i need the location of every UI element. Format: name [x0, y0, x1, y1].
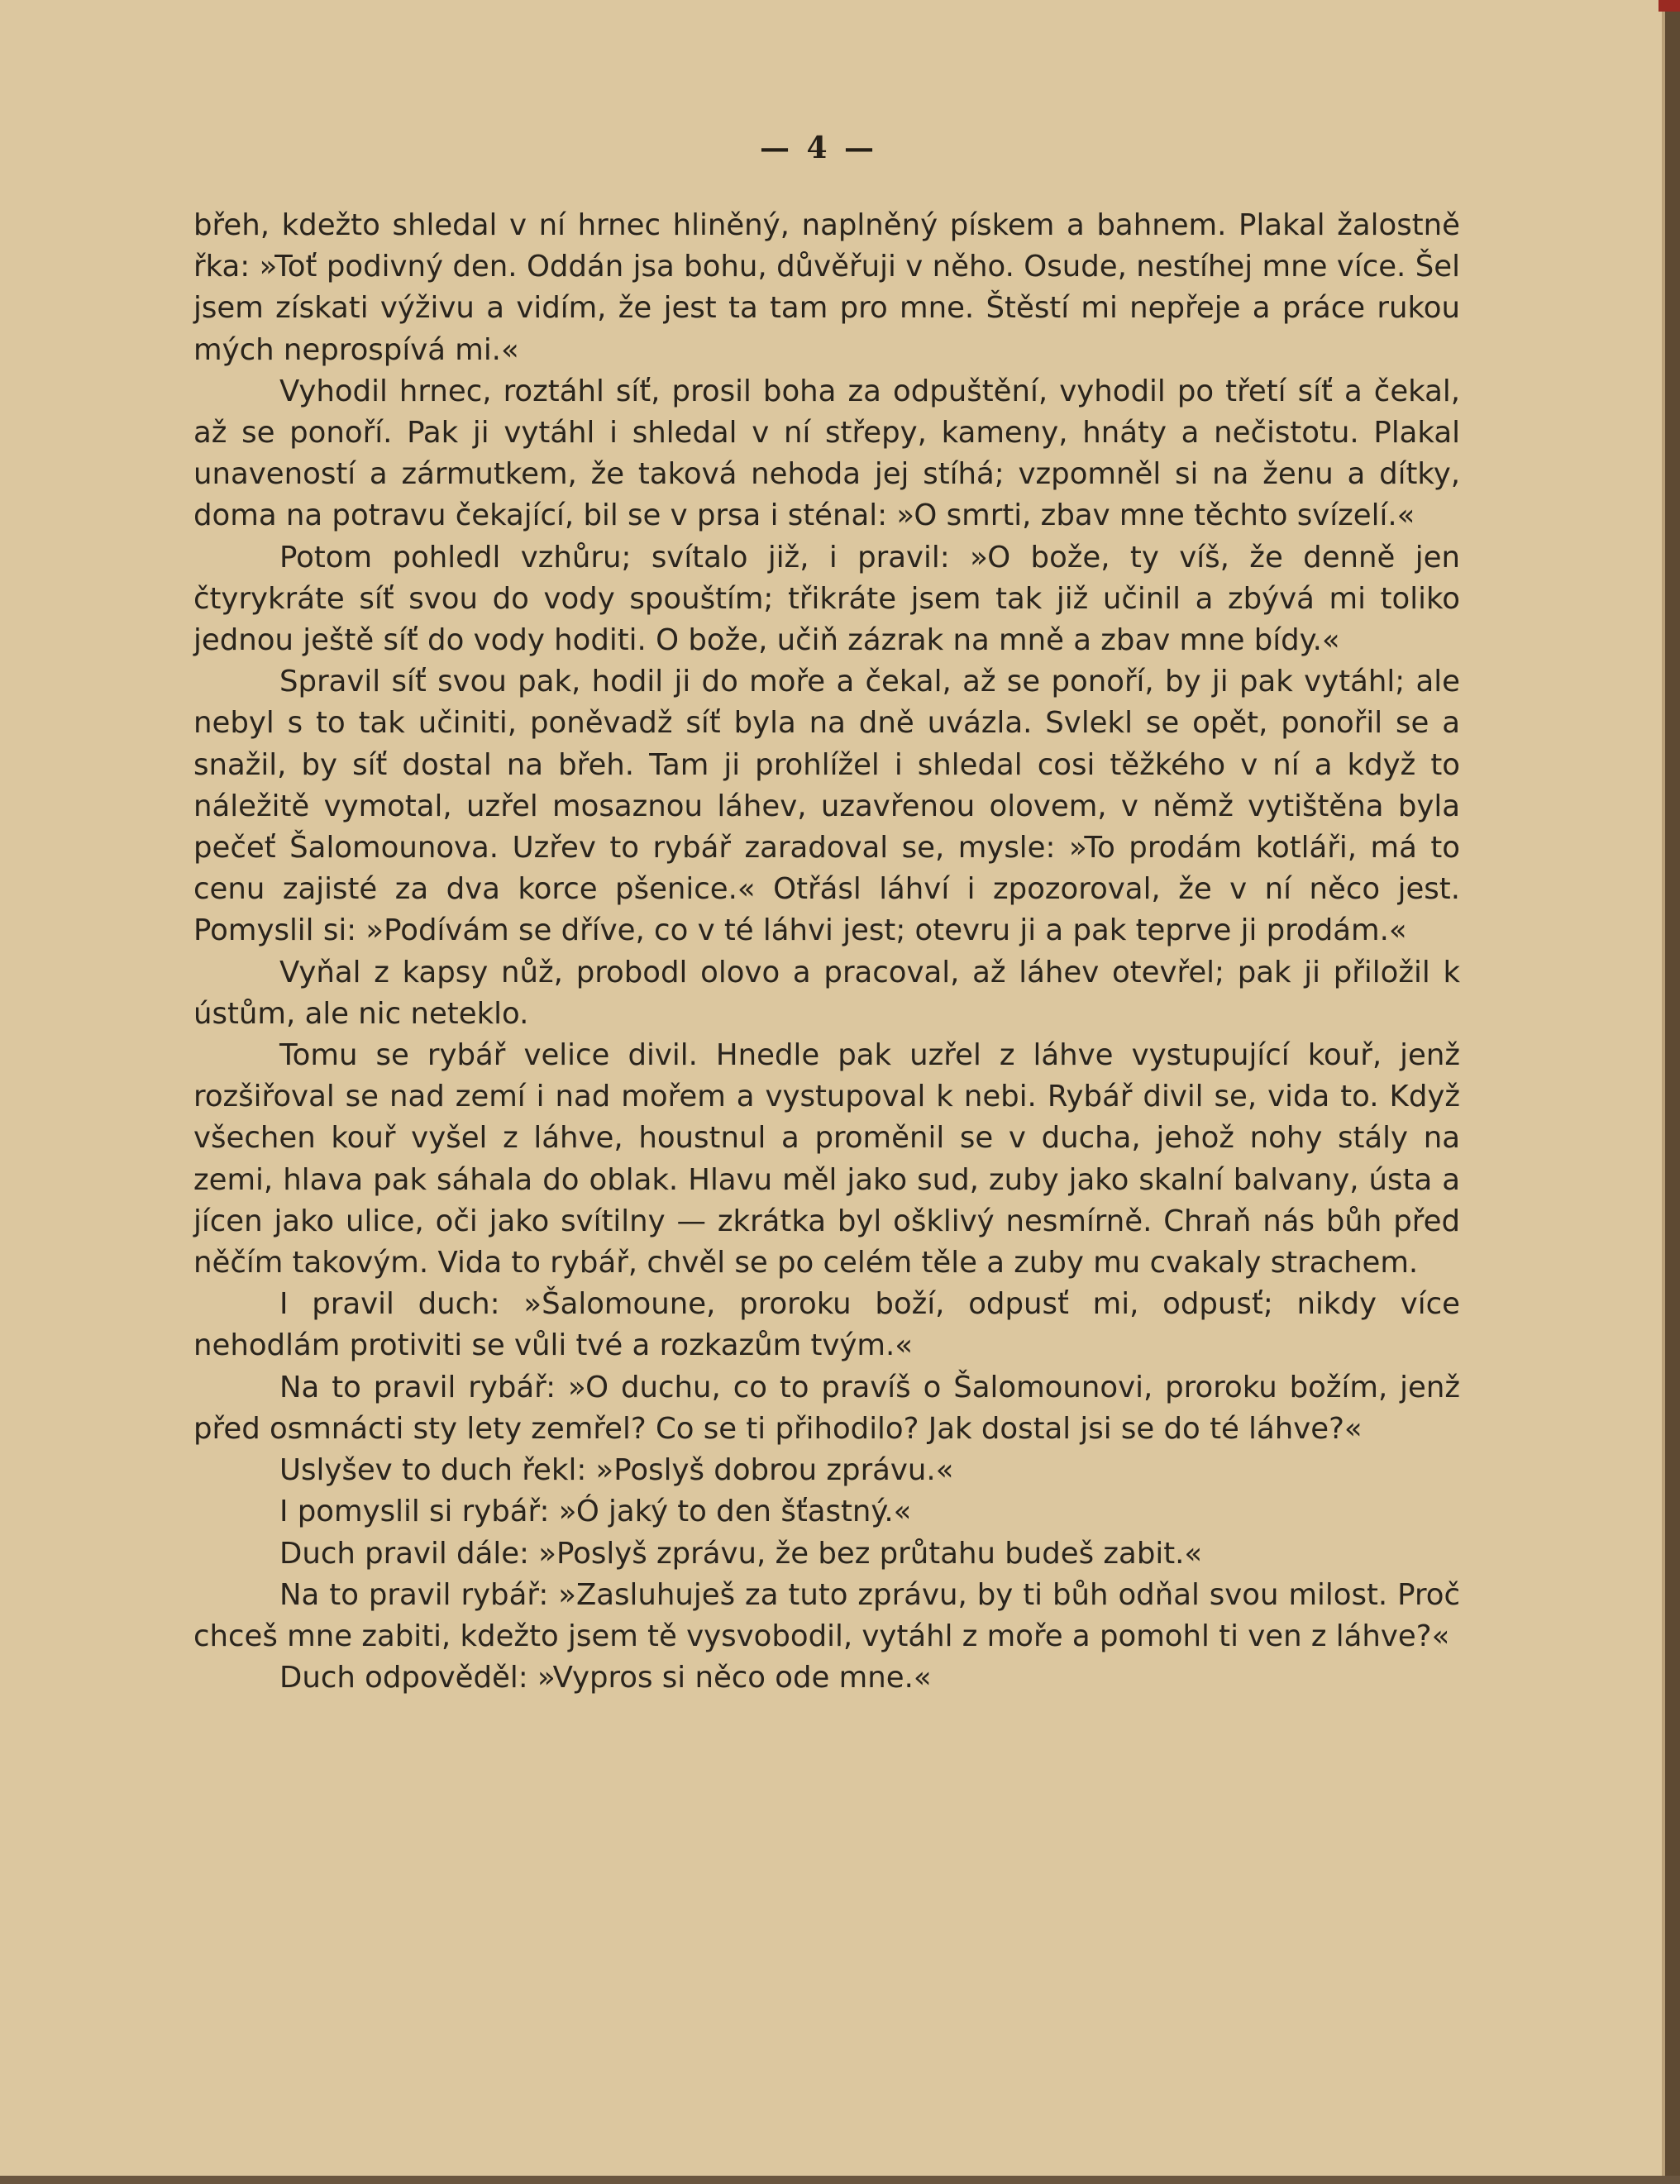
paragraph: I pravil duch: »Šalomoune, proroku boží, odpusť mi, odpusť; nikdy více nehodlám protiviti se vůli tvé a rozkazům tvým.«: [193, 1287, 1460, 1363]
paragraph: Tomu se rybář velice divil. Hnedle pak uzřel z láhve vystupující kouř, jenž rozšiřoval se nad zemí i nad mořem a vystupoval k nebi. Rybář divil se, vida to. Když všechen kouř vyšel z láhve, houstnul a proměnil se v ducha, jehož nohy stály na zemi, hlava pak sáhala do oblak. Hlavu měl jako sud, zuby jako skalní balvany, ústa a jícen jako ulice, oči jako svítilny — zkrátka byl ošklivý nesmírně. Chraň nás bůh před něčím takovým. Vida to rybář, chvěl se po celém těle a zuby mu cvakaly strachem.: [193, 1038, 1460, 1280]
paragraph: Duch pravil dále: »Poslyš zprávu, že bez průtahu budeš zabit.«: [279, 1536, 1203, 1571]
paragraph: Duch odpověděl: »Vypros si něco ode mne.«: [279, 1661, 932, 1695]
bottom-edge: [0, 2176, 1680, 2184]
binding-edge: [1665, 0, 1680, 2184]
paragraph: Vyňal z kapsy nůž, probodl olovo a pracoval, až láhev otevřel; pak ji přiložil k ústům, ale nic neteklo.: [193, 955, 1460, 1031]
paragraph: I pomyslil si rybář: »Ó jaký to den šťastný.«: [279, 1495, 912, 1529]
paragraph: Potom pohledl vzhůru; svítalo již, i pravil: »O bože, ty víš, že denně jen čtyrykráte síť svou do vody spouštím; třikráte jsem tak již učinil a zbývá mi toliko jednou ještě síť do vody hoditi. O bože, učiň zázrak na mně a zbav mne bídy.«: [193, 540, 1460, 658]
paragraph: Vyhodil hrnec, roztáhl síť, prosil boha za odpuštění, vyhodil po třetí síť a čekal, až se ponoří. Pak ji vytáhl i shledal v ní střepy, kameny, hnáty a nečistotu. Plakal unaveností a zármutkem, že taková nehoda jej stíhá; vzpomněl si na ženu a dítky, doma na potravu čekající, bil se v prsa i sténal: »O smrti, zbav mne těchto svízelí.«: [193, 374, 1460, 533]
page-number: — 4 —: [759, 131, 878, 165]
body-text: [193, 205, 1460, 1699]
paragraph: Na to pravil rybář: »Zasluhuješ za tuto zprávu, by ti bůh odňal svou milost. Proč chceš mne zabiti, kdežto jsem tě vysvobodil, vytáhl z moře a pomohl ti ven z láhve?«: [193, 1577, 1460, 1653]
corner-mark: [1659, 0, 1680, 12]
paragraph: Na to pravil rybář: »O duchu, co to pravíš o Šalomounovi, proroku božím, jenž před osmnácti sty lety zemřel? Co se ti přihodilo? Jak dostal jsi se do té láhve?«: [193, 1370, 1460, 1446]
paragraph: Uslyšev to duch řekl: »Poslyš dobrou zprávu.«: [279, 1453, 954, 1488]
paragraph: Spravil síť svou pak, hodil ji do moře a čekal, až se ponoří, by ji pak vytáhl; ale nebyl s to tak učiniti, poněvadž síť byla na dně uvázla. Svlekl se opět, ponořil se a snažil, by síť dostal na břeh. Tam ji prohlížel i shledal cosi těžkého v ní a když to náležitě vymotal, uzřel mosaznou láhev, uzavřenou olovem, v němž vytištěna byla pečeť Šalomounova. Uzřev to rybář zaradoval se, mysle: »To prodám kotláři, má to cenu zajisté za dva korce pšenice.« Otřásl láhví i zpozoroval, že v ní něco jest. Pomyslil si: »Podívám se dříve, co v té láhvi jest; otevru ji a pak teprve ji prodám.«: [193, 665, 1460, 948]
paragraph: břeh, kdežto shledal v ní hrnec hliněný, naplněný pískem a bahnem. Plakal žalostně řka: »Toť podivný den. Oddán jsa bohu, důvěřuji v něho. Osude, nestíhej mne více. Šel jsem získati výživu a vidím, že jest ta tam pro mne. Štěstí mi nepřeje a práce rukou mých neprospívá mi.«: [193, 208, 1460, 367]
